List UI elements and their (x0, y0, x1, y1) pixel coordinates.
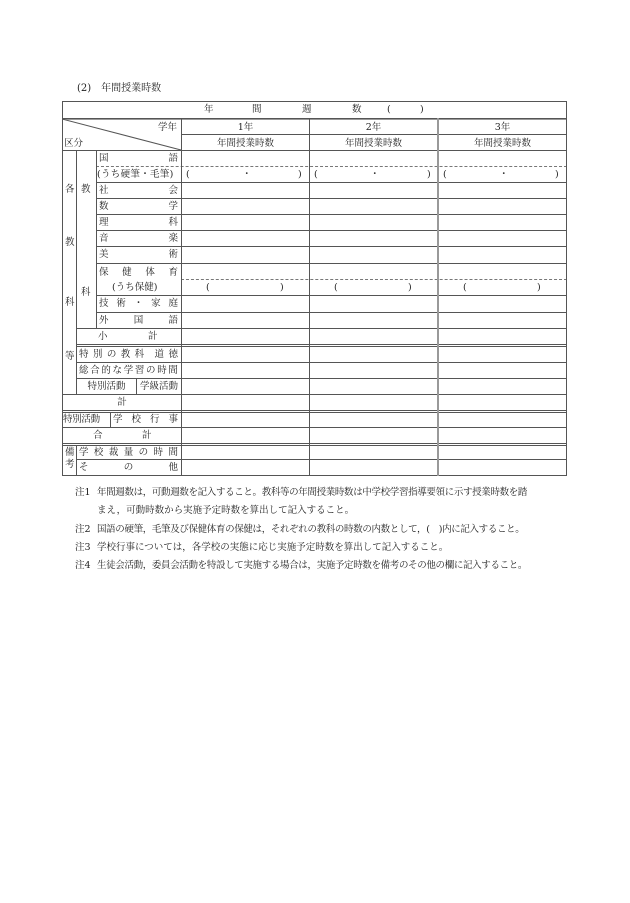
grid-line (62, 427, 567, 428)
label-char: 理 (99, 217, 109, 228)
label-char: 保 (99, 267, 109, 278)
grid-line (76, 328, 567, 329)
label-char: 習 (134, 365, 145, 376)
label-char: 音 (99, 233, 109, 244)
row-label-grand-total-2: 計 (142, 430, 152, 441)
row-label-bijutsu (99, 250, 178, 260)
label-char: 技 (99, 298, 109, 309)
label-char: 的 (101, 365, 111, 376)
group-inner-char: 教 (81, 184, 91, 195)
grid-line (76, 378, 567, 379)
label-char: 特 (79, 349, 89, 360)
paren-close: ) (408, 282, 412, 293)
label-char: 事 (168, 414, 178, 425)
label-char: 育 (168, 267, 178, 278)
row-label-sugaku (99, 202, 178, 212)
label-char: 術 (168, 249, 178, 260)
group-outer-char: 教 (65, 237, 75, 248)
label-char: の (146, 365, 156, 376)
label-char: 間 (168, 365, 178, 376)
label-char: 楽 (168, 233, 178, 244)
row-label-grand-total-1: 合 (93, 430, 103, 441)
grid-line (62, 410, 567, 411)
label-char: 科 (134, 349, 145, 360)
paren-dot: ・ (242, 169, 252, 180)
note-label: 注4 (75, 560, 91, 571)
grid-line (96, 312, 567, 313)
label-char: 校 (93, 447, 104, 458)
label-char: そ (79, 462, 89, 473)
note-label: 注3 (75, 542, 91, 553)
label-char: 裁 (108, 447, 119, 458)
paren-close: ) (427, 169, 431, 180)
grid-line (96, 230, 567, 231)
label-char: ・ (133, 298, 144, 309)
row-label-hoken-sub: (うち保健) (112, 282, 158, 293)
label-char: 社 (99, 185, 109, 196)
label-char: 語 (168, 153, 178, 164)
corner-grade-label: 学年 (158, 122, 178, 133)
row-label-sairyo (79, 448, 178, 458)
group-inner-char: 科 (81, 287, 91, 298)
label-char: 国 (133, 315, 144, 326)
label-char: 総 (79, 365, 89, 376)
label-char: 量 (123, 447, 134, 458)
table-border-right (566, 101, 567, 476)
grid-line (62, 412, 567, 413)
weeks-header-char: 数 (352, 104, 362, 115)
note-text: 学校行事については，各学校の実態に応じ実施予定時数を算出して記入すること。 (97, 542, 449, 553)
row-label-kokugo (99, 154, 178, 164)
grade-1-subheader: 年間授業時数 (216, 138, 274, 149)
label-char: 外 (99, 315, 109, 326)
corner-category-label: 区分 (64, 138, 84, 149)
table-border-bottom (62, 475, 567, 476)
table-border-top (62, 101, 567, 102)
label-char: 科 (168, 217, 178, 228)
label-char: の (106, 349, 117, 360)
row-label-gaikokugo (99, 316, 178, 326)
grade-1-header: 1年 (237, 122, 254, 133)
group-outer-char: 科 (65, 297, 75, 308)
grade-2-header: 2年 (365, 122, 382, 133)
paren-close: ) (298, 169, 302, 180)
row-label-biko-2: 考 (65, 459, 75, 470)
label-char: 他 (168, 462, 178, 473)
paren-close: ) (280, 282, 284, 293)
note-label: 注2 (75, 524, 91, 535)
label-char: 別 (92, 349, 103, 360)
grid-line (96, 295, 567, 296)
weeks-header-char: 間 (252, 104, 262, 115)
label-char: 国 (99, 153, 109, 164)
label-char: 時 (153, 447, 164, 458)
row-label-kokugo-sub: (うち硬筆・毛筆) (97, 169, 174, 180)
paren-open: ( (443, 169, 447, 180)
dashed-line (181, 279, 567, 280)
grid-line (110, 412, 111, 427)
label-char: の (123, 462, 134, 473)
group-outer-char: 各 (65, 184, 75, 195)
paren-open: ( (206, 282, 210, 293)
paren-close: ) (555, 169, 559, 180)
label-char: 道 (154, 349, 165, 360)
label-char: 美 (99, 249, 109, 260)
dashed-line (96, 166, 567, 167)
paren-dot: ・ (370, 169, 380, 180)
grid-line (62, 445, 567, 446)
label-char: の (138, 447, 149, 458)
group-outer-char: 等 (65, 351, 75, 362)
row-label-gakkyu: 学級活動 (139, 381, 178, 392)
grid-line (309, 118, 310, 476)
grid-line (62, 443, 567, 444)
row-label-gijutsu (99, 299, 178, 309)
section-heading: (2) 年間授業時数 (77, 83, 162, 94)
row-label-total: 計 (117, 397, 127, 408)
grade-2-subheader: 年間授業時数 (344, 138, 402, 149)
grid-line (96, 214, 567, 215)
grid-line (437, 118, 439, 476)
row-label-tokkatsu2: 特別活動 (63, 414, 100, 425)
label-char: 徳 (168, 349, 178, 360)
grid-line (181, 134, 567, 135)
label-char: 術 (116, 298, 126, 309)
grid-line (76, 445, 77, 475)
grid-line (76, 346, 567, 347)
label-char: 学 (79, 447, 89, 458)
paren-open: ( (314, 169, 318, 180)
note-text: まえ，可動時数から実施予定時数を算出して記入すること。 (97, 505, 355, 516)
grade-3-header: 3年 (494, 122, 511, 133)
grid-line (96, 263, 567, 264)
row-label-gakko-gyoji (113, 415, 178, 425)
grid-line (76, 362, 567, 363)
row-label-sogo (79, 366, 178, 376)
weeks-header-char: 年 (204, 104, 214, 115)
label-char: 数 (99, 201, 109, 212)
grid-line (96, 246, 567, 247)
label-char: 合 (90, 365, 100, 376)
grid-line (76, 150, 77, 394)
grid-line (76, 459, 567, 460)
paren-dot: ・ (499, 169, 509, 180)
row-label-rika (99, 218, 178, 228)
label-char: 学 (168, 201, 178, 212)
label-char: 体 (145, 267, 155, 278)
paren-open: ( (463, 282, 467, 293)
paren-open: ( (186, 169, 190, 180)
grid-line (62, 394, 567, 395)
label-char: 会 (168, 185, 178, 196)
label-char: 学 (123, 365, 134, 376)
label-char: 庭 (168, 298, 178, 309)
grade-3-subheader: 年間授業時数 (473, 138, 531, 149)
grid-line (181, 118, 182, 476)
label-char: 学 (113, 414, 123, 425)
row-label-shakai (99, 186, 178, 196)
row-label-hoken (99, 268, 178, 278)
note-text: 生徒会活動，委員会活動を特設して実施する場合は，実施予定時数を備考のその他の欄に記入すること。 (97, 560, 528, 571)
paren-close: ) (537, 282, 541, 293)
grid-line (96, 198, 567, 199)
label-char: 校 (131, 414, 141, 425)
label-char: 間 (168, 447, 178, 458)
row-label-subtotal-1: 小 (98, 331, 108, 342)
label-char: 行 (149, 414, 160, 425)
row-label-subtotal-2: 計 (148, 331, 158, 342)
row-label-ongaku (99, 234, 178, 244)
row-label-tokkatsu: 特別活動 (87, 381, 126, 392)
label-char: 家 (151, 298, 161, 309)
label-char: 教 (120, 349, 131, 360)
row-label-biko-1: 備 (65, 447, 75, 458)
label-char: な (112, 365, 123, 376)
paren-open: ( (334, 282, 338, 293)
weeks-header-char: ( (387, 104, 391, 115)
weeks-header-char: 週 (302, 104, 312, 115)
grid-line (76, 344, 567, 345)
note-label: 注1 (75, 487, 91, 498)
grid-line (96, 182, 567, 183)
label-char: 時 (157, 365, 167, 376)
note-text: 国語の硬筆，毛筆及び保健体育の保健は，それぞれの教科の時数の内数として，( )内に記入すること。 (97, 524, 525, 535)
label-char: 語 (168, 315, 178, 326)
note-text: 年間週数は，可動週数を記入すること。教科等の年間授業時数は中学校学習指導要領に示す授業時数を踏 (97, 487, 528, 498)
label-char: 健 (122, 267, 132, 278)
row-label-dotoku (79, 350, 178, 360)
weeks-header-char: ) (420, 104, 424, 115)
row-label-sonota (79, 463, 178, 473)
